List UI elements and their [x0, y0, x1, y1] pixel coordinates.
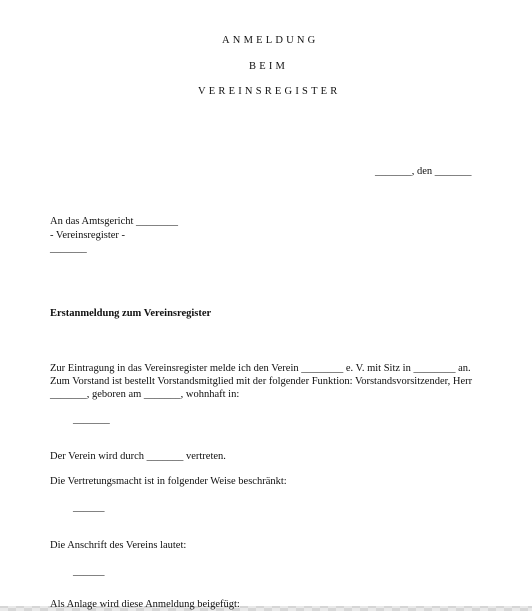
- subject-heading: Erstanmeldung zum Vereinsregister: [50, 308, 212, 319]
- place-date-line: _______, den _______: [375, 166, 472, 177]
- body-line-attachment: Als Anlage wird diese Anmeldung beigefügt:: [50, 599, 240, 610]
- body-line-restriction: Die Vertretungsmacht ist in folgender Weise beschränkt:: [50, 476, 287, 487]
- blank-residence: _______: [73, 414, 110, 425]
- title-line-2: BEIM: [249, 61, 289, 72]
- address-register: - Vereinsregister -: [50, 230, 126, 241]
- address-court: An das Amtsgericht ________: [50, 216, 179, 227]
- body-line-representation: Der Verein wird durch _______ vertreten.: [50, 451, 226, 462]
- title-line-3: VEREINSREGISTER: [198, 86, 341, 97]
- blank-address: ______: [73, 566, 105, 577]
- body-line-birth: _______, geboren am _______, wohnhaft in:: [50, 389, 240, 400]
- address-blank: _______: [50, 243, 87, 254]
- blank-restriction: ______: [73, 502, 105, 513]
- body-line-address: Die Anschrift des Vereins lautet:: [50, 540, 187, 551]
- body-line-board: Zum Vorstand ist bestellt Vorstandsmitglied mit der folgender Funktion: Vorstandsvorsitzender, Herr: [50, 376, 473, 387]
- body-line-registration: Zur Eintragung in das Vereinsregister melde ich den Verein ________ e. V. mit Sitz in ________ an.: [50, 363, 471, 374]
- title-line-1: ANMELDUNG: [222, 35, 319, 46]
